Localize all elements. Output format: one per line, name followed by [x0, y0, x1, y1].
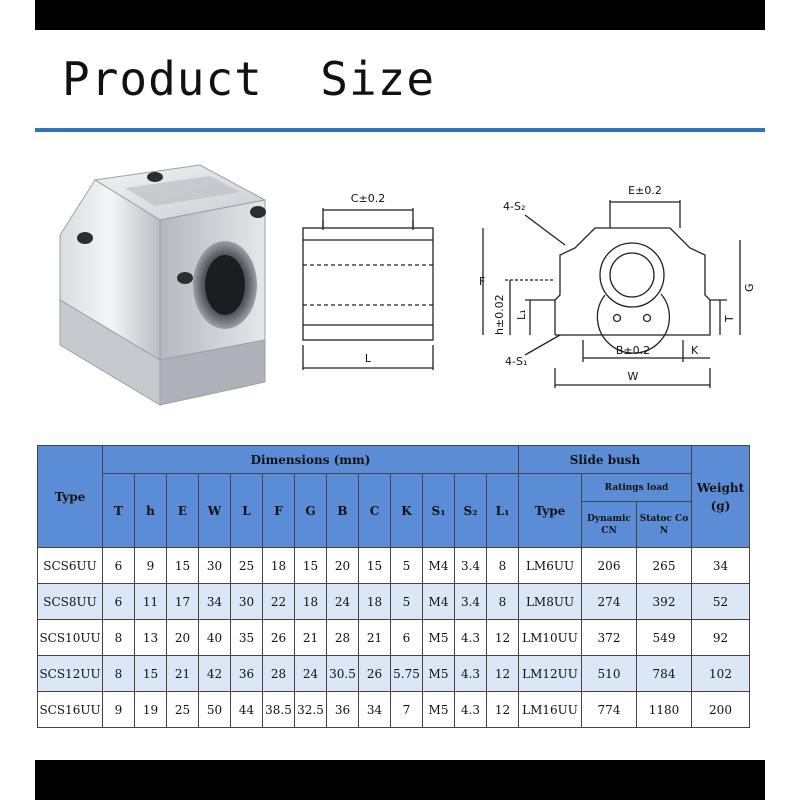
row-dim: 5: [391, 548, 423, 584]
row-dim: 36: [231, 656, 263, 692]
row-dim: 24: [295, 656, 327, 692]
row-bush: LM6UU: [519, 548, 582, 584]
row-dim: 4.3: [455, 656, 487, 692]
dim-col-l: L: [231, 474, 263, 548]
bottom-black-bar: [35, 760, 765, 800]
front-view-drawing: [465, 170, 765, 400]
row-dim: 38.5: [263, 692, 295, 728]
slide-bush-header: Slide bush: [519, 446, 692, 474]
row-bush: LM10UU: [519, 620, 582, 656]
dim-s2-label: 4-S₂: [503, 200, 526, 213]
row-static: 1180: [637, 692, 692, 728]
dim-col-w: W: [199, 474, 231, 548]
row-type: SCS6UU: [38, 548, 103, 584]
linear-bearing-block-photo: [50, 160, 280, 420]
row-dim: 5: [391, 584, 423, 620]
row-weight: 200: [692, 692, 750, 728]
row-dim: 20: [327, 548, 359, 584]
type-header: Type: [38, 446, 103, 548]
side-view-drawing: [285, 180, 445, 380]
dim-col-s1: S₁: [423, 474, 455, 548]
row-static: 549: [637, 620, 692, 656]
row-dim: 18: [295, 584, 327, 620]
row-dim: 3.4: [455, 548, 487, 584]
dim-l1-label: L₁: [515, 309, 528, 320]
row-dim: 25: [167, 692, 199, 728]
row-dim: 42: [199, 656, 231, 692]
row-weight: 52: [692, 584, 750, 620]
row-type: SCS10UU: [38, 620, 103, 656]
row-dim: 8: [103, 620, 135, 656]
row-dim: 17: [167, 584, 199, 620]
dim-w-label: W: [627, 370, 639, 383]
dim-h-label: h±0.02: [493, 294, 506, 335]
row-dim: 15: [135, 656, 167, 692]
row-dim: 28: [263, 656, 295, 692]
row-dim: 15: [167, 548, 199, 584]
row-dim: 26: [359, 656, 391, 692]
row-dim: 21: [295, 620, 327, 656]
row-dim: 30: [231, 584, 263, 620]
table-row: [38, 656, 750, 692]
row-dim: 30: [199, 548, 231, 584]
row-dim: 12: [487, 620, 519, 656]
dimensions-header: Dimensions (mm): [103, 446, 519, 474]
dynamic-load-header: Dynamic CN: [582, 502, 637, 548]
row-dim: 8: [103, 656, 135, 692]
row-weight: 102: [692, 656, 750, 692]
row-dim: 36: [327, 692, 359, 728]
row-dim: 34: [359, 692, 391, 728]
dim-col-g: G: [295, 474, 327, 548]
row-dim: 22: [263, 584, 295, 620]
dim-s1-label: 4-S₁: [505, 355, 528, 368]
row-dim: 20: [167, 620, 199, 656]
row-dim: 18: [263, 548, 295, 584]
dim-col-e: E: [167, 474, 199, 548]
row-dynamic: 206: [582, 548, 637, 584]
dim-col-t: T: [103, 474, 135, 548]
row-dim: 9: [103, 692, 135, 728]
table-row: [38, 692, 750, 728]
table-row: [38, 548, 750, 584]
dim-col-f: F: [263, 474, 295, 548]
row-dim: 8: [487, 548, 519, 584]
row-type: SCS8UU: [38, 584, 103, 620]
row-dim: 5.75: [391, 656, 423, 692]
row-dim: 24: [327, 584, 359, 620]
row-dim: 11: [135, 584, 167, 620]
row-dim: 28: [327, 620, 359, 656]
row-dim: 8: [487, 584, 519, 620]
row-dim: 6: [103, 584, 135, 620]
weight-header: Weight (g): [692, 446, 750, 548]
row-static: 392: [637, 584, 692, 620]
row-dim: 12: [487, 656, 519, 692]
row-type: SCS12UU: [38, 656, 103, 692]
dim-e-label: E±0.2: [628, 184, 662, 197]
dim-t-label: T: [723, 315, 736, 322]
row-dim: 15: [295, 548, 327, 584]
row-dim: M4: [423, 584, 455, 620]
dim-col-l1: L₁: [487, 474, 519, 548]
dim-col-s2: S₂: [455, 474, 487, 548]
row-dynamic: 372: [582, 620, 637, 656]
row-dim: M5: [423, 620, 455, 656]
row-dim: 4.3: [455, 692, 487, 728]
row-dim: 12: [487, 692, 519, 728]
title-underline: [35, 128, 765, 132]
row-dim: M5: [423, 692, 455, 728]
row-dim: 3.4: [455, 584, 487, 620]
dim-c-label: C±0.2: [350, 192, 386, 205]
row-dim: 15: [359, 548, 391, 584]
dim-g-label: G: [743, 283, 756, 292]
row-bush: LM12UU: [519, 656, 582, 692]
row-dim: 40: [199, 620, 231, 656]
dim-f-label: F: [479, 275, 486, 288]
row-dim: 6: [391, 620, 423, 656]
row-dim: 13: [135, 620, 167, 656]
row-dim: 4.3: [455, 620, 487, 656]
row-dim: 35: [231, 620, 263, 656]
page-title: Product Size: [62, 52, 436, 106]
row-dynamic: 774: [582, 692, 637, 728]
static-load-header: Statoc Co N: [637, 502, 692, 548]
row-static: 265: [637, 548, 692, 584]
row-dim: 34: [199, 584, 231, 620]
dim-col-h: h: [135, 474, 167, 548]
row-dim: 21: [167, 656, 199, 692]
dim-l-label: L: [364, 352, 372, 365]
ratings-load-header: Ratings load: [582, 474, 692, 502]
row-type: SCS16UU: [38, 692, 103, 728]
row-dim: 19: [135, 692, 167, 728]
row-dim: 18: [359, 584, 391, 620]
row-dim: 50: [199, 692, 231, 728]
top-black-bar: [35, 0, 765, 30]
table-row: [38, 584, 750, 620]
row-dim: M5: [423, 656, 455, 692]
row-dim: 25: [231, 548, 263, 584]
row-dim: 9: [135, 548, 167, 584]
dim-col-b: B: [327, 474, 359, 548]
dim-k-label: K: [691, 344, 699, 357]
row-dim: 7: [391, 692, 423, 728]
row-dim: M4: [423, 548, 455, 584]
row-dim: 32.5: [295, 692, 327, 728]
row-static: 784: [637, 656, 692, 692]
row-bush: LM16UU: [519, 692, 582, 728]
spec-table: [37, 445, 750, 728]
row-dynamic: 274: [582, 584, 637, 620]
dim-col-c: C: [359, 474, 391, 548]
row-bush: LM8UU: [519, 584, 582, 620]
dim-b-label: B±0.2: [615, 344, 651, 357]
row-dim: 21: [359, 620, 391, 656]
bush-type-header: Type: [519, 474, 582, 548]
dim-col-k: K: [391, 474, 423, 548]
row-dim: 26: [263, 620, 295, 656]
row-weight: 92: [692, 620, 750, 656]
row-dim: 44: [231, 692, 263, 728]
row-dim: 6: [103, 548, 135, 584]
row-dynamic: 510: [582, 656, 637, 692]
table-row: [38, 620, 750, 656]
row-weight: 34: [692, 548, 750, 584]
row-dim: 30.5: [327, 656, 359, 692]
